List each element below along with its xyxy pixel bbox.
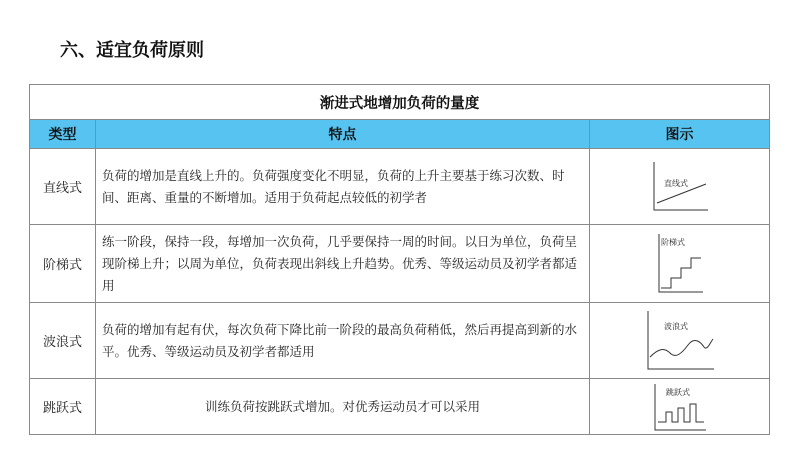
row-figure [590,379,770,435]
row-type: 阶梯式 [30,225,96,303]
figure-label: 阶梯式 [660,237,685,247]
header-figure: 图示 [590,120,770,149]
linear-load-diagram [650,160,710,214]
table-row [30,303,770,379]
page-heading: 六、适宜负荷原则 [60,40,204,61]
figure-label: 波浪式 [663,321,688,331]
row-type: 波浪式 [30,303,96,379]
row-feature: 负荷的增加有起有伏，每次负荷下降比前一阶段的最高负荷稍低，然后再提高到新的水平。优秀、等级运动员及初学者都适用 [96,303,590,379]
load-progression-table [29,84,770,435]
row-feature: 练一阶段，保持一段，每增加一次负荷，几乎要保持一周的时间。以日为单位，负荷呈现阶梯上升；以周为单位，负荷表现出斜线上升趋势。优秀、等级运动员及初学者都适用 [96,225,590,303]
row-figure [590,225,770,303]
row-figure [590,149,770,225]
figure-label: 跳跃式 [665,387,690,397]
table-header-row [30,120,770,149]
row-feature: 负荷的增加是直线上升的。负荷强度变化不明显，负荷的上升主要基于练习次数、时间、距离、重量的不断增加。适用于负荷起点较低的初学者 [96,149,590,225]
header-feature: 特点 [96,120,590,149]
row-feature: 训练负荷按跳跃式增加。对优秀运动员才可以采用 [96,379,590,435]
table-row [30,225,770,303]
table-title: 渐进式地增加负荷的量度 [30,85,770,120]
table-title-row [30,85,770,120]
header-type: 类型 [30,120,96,149]
row-type: 直线式 [30,149,96,225]
wave-load-diagram [644,309,716,373]
figure-label: 直线式 [663,178,688,188]
row-type: 跳跃式 [30,379,96,435]
step-load-diagram [655,232,705,296]
table-row [30,379,770,435]
jump-load-diagram [652,382,708,432]
row-figure [590,303,770,379]
table-row [30,149,770,225]
